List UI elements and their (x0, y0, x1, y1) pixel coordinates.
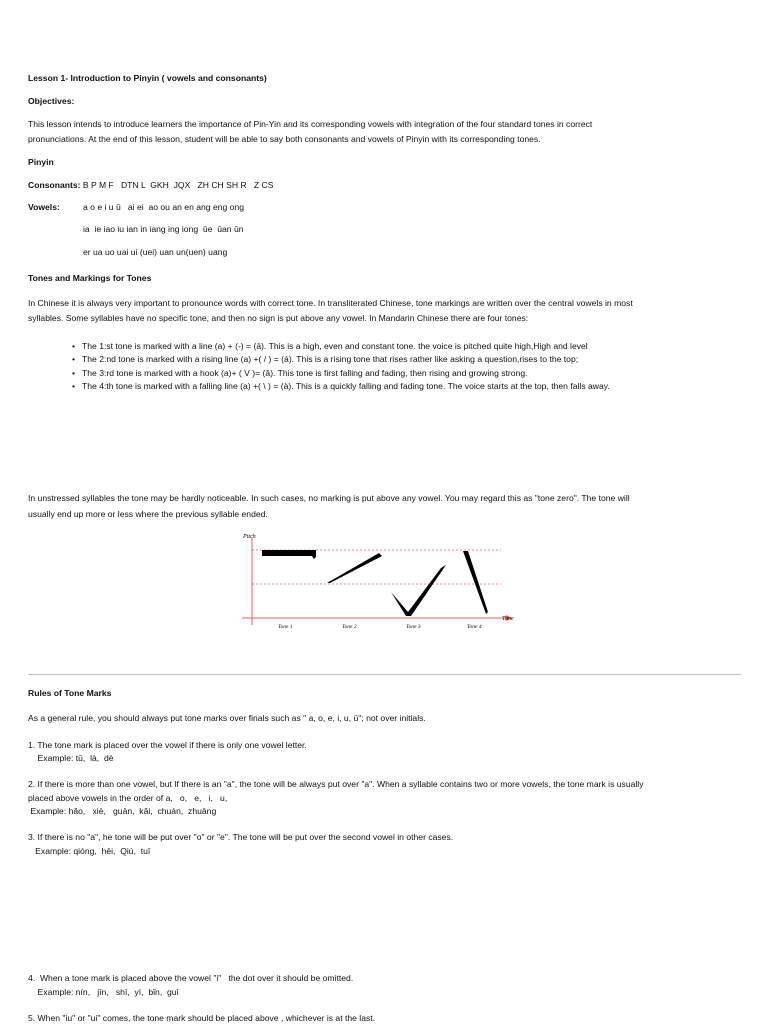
tone-4-label: Tone 4 (467, 624, 482, 630)
unstressed-line-1: In unstressed syllables the tone may be hardly noticeable. In such cases, no marking is put above any vowel. You may regard this as "tone zero". The tone will (28, 493, 630, 503)
section-divider (28, 674, 741, 675)
rule-3-text: 3. If there is no "a", he tone will be put over "o" or "e". The tone will be put over the second vowel in other cases. (28, 832, 454, 842)
consonants-value: B P M F DTN L GKH JQX ZH CH SH R Z CS (82, 180, 274, 190)
tone-bullet-3: • The 3:rd tone is marked with a hook (a)+ ( V )= (ǎ). This tone is first falling and fading, then rising and growing strong. (72, 367, 528, 378)
tones-intro-line-1: In Chinese it is always very important to pronounce words with correct tone. In transliterated Chinese, tone markings are written over the central vowels in most (28, 298, 633, 308)
rule-1-example: Example: tǔ, là, dè (28, 753, 114, 763)
vowels-row-3: er ua uo uai ui (uei) uan un(uen) uang (83, 247, 228, 257)
rule-1-text: 1. The tone mark is placed over the vowel if there is only one vowel letter. (28, 740, 307, 750)
tone-bullet-4: • The 4:th tone is marked with a falling line (a) +( \ ) = (à). This is a quickly falling and fading tone. The voice starts at the top, then falls away. (72, 381, 610, 392)
rule-4-example: Example: nín, jīn, shī, yí, bǐn, guī (28, 987, 179, 997)
rule-4-text: 4. When a tone mark is placed above the vowel "i" the dot over it should be omitted. (28, 973, 354, 983)
objectives-line-2: pronunciations. At the end of this lesson, student will be able to say both consonants and vowels of Pinyin with its corresponding tones. (28, 134, 541, 144)
tones-heading: Tones and Markings for Tones (28, 273, 152, 283)
rule-2-example: Example: hǎo, xiè, guān, kǎi, chuán, zhuāng (28, 806, 217, 816)
objectives-heading: Objectives: (28, 96, 75, 106)
tone-1-stroke (262, 550, 316, 559)
tone-bullet-list (72, 340, 610, 394)
vowels-label: Vowels: (28, 202, 60, 212)
consonants-label: Consonants: (28, 180, 81, 190)
x-axis-label: Time (502, 616, 514, 622)
tone-bullet-text: The 2:nd tone is marked with a rising line (a) +( / ) = (á). This is a rising tone that rises rather like asking a question,rises to the top; (82, 354, 579, 365)
rule-5-text: 5. When "iu" or "ui" comes, the tone mark should be placed above , whichever is at the last. (28, 1013, 376, 1023)
tone-bullet-text: The 3:rd tone is marked with a hook (a)+ ( V )= (ǎ). This tone is first falling and fading, then rising and growing strong. (82, 367, 528, 378)
tones-intro-line-2: syllables. Some syllables have no specific tone, and then no sign is put above any vowel. In Mandarin Chinese there are four tones: (28, 313, 529, 323)
rules-heading: Rules of Tone Marks (28, 688, 112, 698)
rules-intro: As a general rule, you should always put tone marks over finals such as " a, o, e, i, u, ü"; not over initials. (28, 713, 426, 723)
tone-bullet-2: • The 2:nd tone is marked with a rising line (a) +( / ) = (á). This is a rising tone that rises rather like asking a question,rises to the top; (72, 354, 579, 365)
tone-2-stroke (327, 553, 382, 583)
y-axis-label: Pitch (243, 534, 256, 540)
consonants-row (28, 180, 273, 191)
rule-2-text-line-2: placed above vowels in the order of a, o, e, i, u, (28, 793, 228, 803)
vowels-row-2: ia ie iao iu ian in iang ing iong ûe ûan ûn (83, 224, 244, 234)
tone-bullet-text: The 4:th tone is marked with a falling line (a) +( \ ) = (à). This is a quickly falling and fading tone. The voice starts at the top, then falls away. (82, 381, 610, 392)
tone-bullet-1: • The 1:st tone is marked with a line (a) + (-) = (ā). This is a high, even and constant tone. the voice is pitched quite high,High and level (72, 341, 588, 351)
tone-contour-figure (236, 528, 526, 634)
tone-3-label: Tone 3 (406, 624, 421, 630)
tone-3-stroke (391, 565, 446, 616)
tone-1-label: Tone 1 (278, 624, 293, 630)
tone-2-label: Tone 2 (342, 624, 357, 630)
unstressed-line-2: usually end up more or less where the previous syllable ended. (28, 509, 268, 519)
tone-bullet-text: The 1:st tone is marked with a line (a) + (-) = (ā). This is a high, even and constant tone. the voice is pitched quite high,High and level (82, 341, 588, 351)
pinyin-heading: Pinyin (28, 157, 54, 167)
objectives-line-1: This lesson intends to introduce learners the importance of Pin-Yin and its corresponding vowels with integration of the four standard tones in correct (28, 119, 593, 129)
rule-3-example: Example: qióng, hēi, Qiú, tuī (28, 846, 151, 856)
rule-2-text-line-1: 2. If there is more than one vowel, but If there is an "a", the tone will be always put over "a". When a syllable contains two or more vowels, the tone mark is usually (28, 779, 644, 789)
lesson-title: Lesson 1- Introduction to Pinyin ( vowels and consonants) (28, 73, 267, 83)
tone-4-stroke (463, 551, 488, 614)
vowels-row-1: a o e i u û ai ei ao ou an en ang eng ong (83, 202, 245, 212)
